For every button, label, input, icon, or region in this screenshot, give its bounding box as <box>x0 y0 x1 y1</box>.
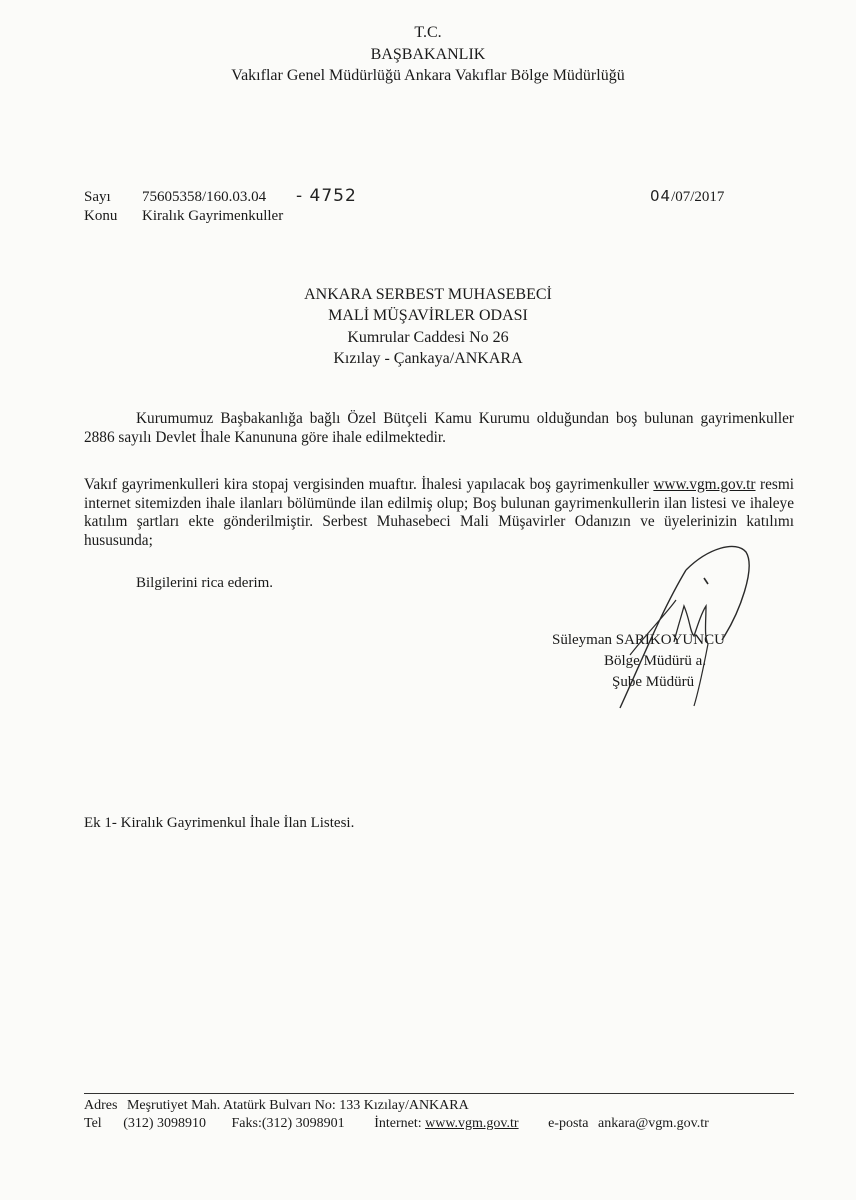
sayi-label: Sayı <box>84 189 111 205</box>
footer-tel-label: Tel <box>84 1116 102 1131</box>
signatory-title-1: Bölge Müdürü a. <box>604 653 707 669</box>
header-tc: T.C. <box>414 24 442 41</box>
sayi-value: 75605358/160.03.04 <box>142 189 267 205</box>
recipient-line3: Kumrular Caddesi No 26 <box>347 329 509 346</box>
attachment-line: Ek 1- Kiralık Gayrimenkul İhale İlan Listesi. <box>84 815 355 831</box>
recipient-line4: Kızılay - Çankaya/ANKARA <box>333 350 523 367</box>
paragraph-2-text-start: Vakıf gayrimenkulleri kira stopaj vergisinden muaftır. İhalesi yapılacak boş gayrimenkuller <box>84 476 654 493</box>
footer-tel-value: (312) 3098910 <box>123 1116 207 1131</box>
footer-website-link[interactable]: www.vgm.gov.tr <box>425 1116 519 1131</box>
paragraph-2-text-end: resmi internet sitemizden ihale ilanları bölümünde ilan edilmiş olup; Boş bulunan gayrimenkullerin ilan listesi ve ihaleye katılım şartları ekte gönderilmiştir. Serbest Muhasebeci Mali Müşavirler Odanızın ve üyelerinizin katılımı hususunda; <box>84 476 794 549</box>
closing-line: Bilgilerini rica ederim. <box>136 575 274 591</box>
footer-address-label: Adres <box>84 1098 118 1113</box>
header-directorate: Vakıflar Genel Müdürlüğü Ankara Vakıflar Bölge Müdürlüğü <box>231 67 625 84</box>
handwritten-signature <box>590 540 770 720</box>
footer-internet-label: İnternet: <box>374 1116 422 1131</box>
body-paragraph-1: Kurumumuz Başbakanlığa bağlı Özel Bütçeli Kamu Kurumu olduğundan boş bulunan gayrimenkuller 2886 sayılı Devlet İhale Kanununa göre ihale edilmektedir. <box>84 410 794 446</box>
footer-email-label: e-posta <box>548 1116 589 1131</box>
date-handwritten-day: 04 <box>650 187 672 205</box>
footer-address-value: Meşrutiyet Mah. Atatürk Bulvarı No: 133 Kızılay/ANKARA <box>126 1098 469 1113</box>
header-ministry: BAŞBAKANLIK <box>370 46 486 63</box>
recipient-line2: MALİ MÜŞAVİRLER ODASI <box>328 307 528 324</box>
recipient-line1: ANKARA SERBEST MUHASEBECİ <box>304 286 552 303</box>
konu-value: Kiralık Gayrimenkuller <box>142 208 284 224</box>
signatory-title-2: Şube Müdürü <box>612 674 695 690</box>
footer-divider <box>84 1093 794 1094</box>
sayi-handwritten-number: - 4752 <box>296 186 357 206</box>
konu-label: Konu <box>84 208 118 224</box>
footer-email-value[interactable]: ankara@vgm.gov.tr <box>598 1116 709 1131</box>
footer-fax: Faks:(312) 3098901 <box>231 1116 345 1131</box>
signatory-name: Süleyman SARIKOYUNCU <box>552 632 725 648</box>
vgm-website-link[interactable]: www.vgm.gov.tr <box>653 476 756 493</box>
footer-address-row <box>84 1098 469 1114</box>
body-paragraph-2 <box>84 476 794 550</box>
document-date <box>650 187 724 206</box>
footer-contact-row <box>84 1116 709 1132</box>
date-rest: /07/2017 <box>671 189 725 205</box>
